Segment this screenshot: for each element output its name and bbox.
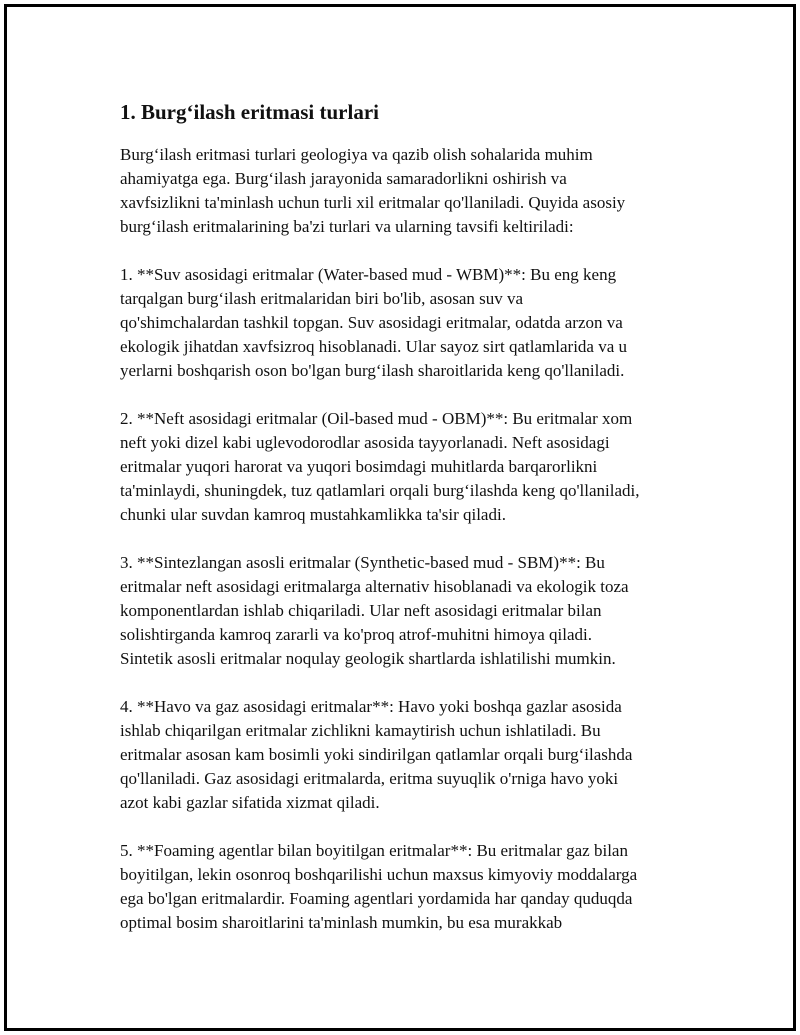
text-line: yerlarni boshqarish oson bo'lgan burg‘ilash sharoitlarida keng qo'llaniladi. — [120, 361, 625, 380]
text-line: qo'llaniladi. Gaz asosidagi eritmalarda, eritma suyuqlik o'rniga havo yoki — [120, 769, 619, 788]
text-line: ahamiyatga ega. Burg‘ilash jarayonida samaradorlikni oshirish va — [120, 169, 567, 188]
text-line: optimal bosim sharoitlarini ta'minlash mumkin, bu esa murakkab — [120, 913, 563, 932]
text-line: 4. **Havo va gaz asosidagi eritmalar**: Havo yoki boshqa gazlar asosida — [120, 697, 622, 716]
paragraph-item-4 — [120, 695, 700, 815]
document-body — [120, 97, 700, 959]
text-line: eritmalar neft asosidagi eritmalarga alternativ hisoblanadi va ekologik toza — [120, 577, 629, 596]
paragraph-item-5 — [120, 839, 700, 935]
section-heading: 1. Burg‘ilash eritmasi turlari — [120, 100, 379, 124]
text-line: ta'minlaydi, shuningdek, tuz qatlamlari orqali burg‘ilashda keng qo'llaniladi, — [120, 481, 640, 500]
paragraph-item-2 — [120, 407, 700, 527]
text-line: 1. **Suv asosidagi eritmalar (Water-based mud - WBM)**: Bu eng keng — [120, 265, 617, 284]
text-line: komponentlardan ishlab chiqariladi. Ular neft asosidagi eritmalar bilan — [120, 601, 602, 620]
text-line: azot kabi gazlar sifatida xizmat qiladi. — [120, 793, 380, 812]
text-line: ishlab chiqarilgan eritmalar zichlikni kamaytirish uchun ishlatiladi. Bu — [120, 721, 601, 740]
text-line: qo'shimchalardan tashkil topgan. Suv asosidagi eritmalar, odatda arzon va — [120, 313, 623, 332]
text-line: boyitilgan, lekin osonroq boshqarilishi uchun maxsus kimyoviy moddalarga — [120, 865, 638, 884]
text-line: tarqalgan burg‘ilash eritmalaridan biri bo'lib, asosan suv va — [120, 289, 524, 308]
text-line: Sintetik asosli eritmalar noqulay geologik shartlarda ishlatilishi mumkin. — [120, 649, 616, 668]
text-line: ega bo'lgan eritmalardir. Foaming agentlari yordamida har qanday quduqda — [120, 889, 633, 908]
text-line: xavfsizlikni ta'minlash uchun turli xil eritmalar qo'llaniladi. Quyida asosiy — [120, 193, 626, 212]
paragraph-item-3 — [120, 551, 700, 671]
text-line: chunki ular suvdan kamroq mustahkamlikka ta'sir qiladi. — [120, 505, 506, 524]
paragraph-item-1 — [120, 263, 700, 383]
text-line: ekologik jihatdan xavfsizroq hisoblanadi. Ular sayoz sirt qatlamlarida va u — [120, 337, 628, 356]
text-line: 2. **Neft asosidagi eritmalar (Oil-based mud - OBM)**: Bu eritmalar xom — [120, 409, 633, 428]
text-line: solishtirganda kamroq zararli va ko'proq atrof-muhitni himoya qiladi. — [120, 625, 593, 644]
text-line: eritmalar yuqori harorat va yuqori bosimdagi muhitlarda barqarorlikni — [120, 457, 598, 476]
paragraph-intro — [120, 143, 700, 239]
text-line: eritmalar asosan kam bosimli yoki sindirilgan qatlamlar orqali burg‘ilashda — [120, 745, 633, 764]
page-frame — [4, 4, 796, 1031]
text-line: Burg‘ilash eritmasi turlari geologiya va qazib olish sohalarida muhim — [120, 145, 593, 164]
text-line: 3. **Sintezlangan asosli eritmalar (Synthetic-based mud - SBM)**: Bu — [120, 553, 605, 572]
text-line: 5. **Foaming agentlar bilan boyitilgan eritmalar**: Bu eritmalar gaz bilan — [120, 841, 628, 860]
text-line: neft yoki dizel kabi uglevodorodlar asosida tayyorlanadi. Neft asosidagi — [120, 433, 610, 452]
text-line: burg‘ilash eritmalarining ba'zi turlari va ularning tavsifi keltiriladi: — [120, 217, 574, 236]
